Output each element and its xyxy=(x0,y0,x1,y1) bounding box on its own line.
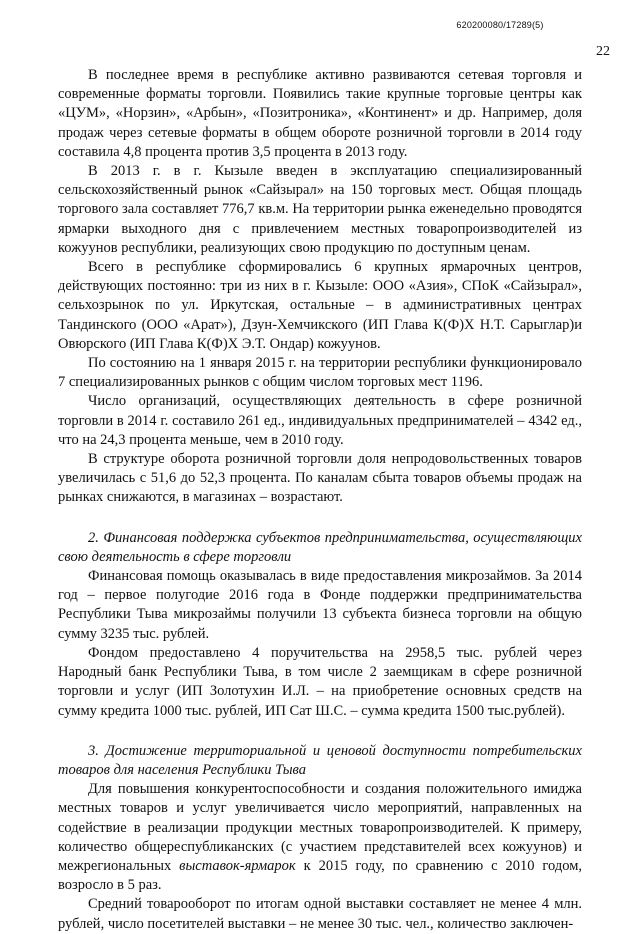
paragraph: В 2013 г. в г. Кызыле введен в эксплуатацию специализированный сельскохозяйственный рынок «Сайзырал» на 150 торговых мест. Общая площадь торгового зала составляет 776,7 кв.м. На территории рынка еженедельно проводятся ярмарки выходного дня с привлечением местных товаропроизводителей из кожуунов республики, реализующих свою продукцию по доступным ценам. xyxy=(58,163,582,256)
paragraph-italic-term: выставок-ярмарок xyxy=(179,857,296,874)
paragraph: В структуре оборота розничной торговли доля непродовольственных товаров увеличилась с 51,6 до 52,3 процента. По каналам сбыта товаров объемы продаж на рынках снижаются, в магазинах – возрастают. xyxy=(58,451,582,506)
paragraph: Число организаций, осуществляющих деятельность в сфере розничной торговли в 2014 г. составило 261 ед., индивидуальных предпринимателей – 4342 ед., что на 24,3 процента меньше, чем в 2010 году. xyxy=(58,393,582,448)
paragraph: В последнее время в республике активно развиваются сетевая торговля и современные форматы торговли. Появились такие крупные торговые центры как «ЦУМ», «Норзин», «Арбын», «Позитроника», «Континент» и др. Например, доля продаж через сетевые форматы в общем обороте розничной торговли в 2014 году составила 4,8 процента против 3,5 процента в 2013 году. xyxy=(58,67,582,160)
document-body xyxy=(58,66,582,934)
paragraph xyxy=(58,780,582,895)
paragraph: Фондом предоставлено 4 поручительства на 2958,5 тыс. рублей через Народный банк Республики Тыва, в том числе 2 заемщикам в сфере розничной торговли и услуг (ИП Золотухин И.Л. – на приобретение основных средств на сумму кредита 1000 тыс. рублей, ИП Сат Ш.С. – сумма кредита 1500 тыс.рублей). xyxy=(58,644,582,719)
section-heading: 2. Финансовая поддержка субъектов предпринимательства, осуществляющих свою деятельность в сфере торговли xyxy=(58,529,582,565)
paragraph-text: Для повышения конкурентоспособности и создания положительного имиджа местных товаров и услуг увеличивается число мероприятий, направленных на содействие в реализации продукции местных товаропроизводителей. К примеру, количество общереспубликанских (с участием представителей всех кожуунов) и межрегиональных xyxy=(58,781,582,874)
paragraph: Финансовая помощь оказывалась в виде предоставления микрозаймов. За 2014 год – первое полугодие 2016 года в Фонде поддержки предпринимательства Республики Тыва микрозаймы получили 13 субъекта бизнеса торговли на общую сумму 3235 тыс. рублей. xyxy=(58,568,582,642)
section-heading: 3. Достижение территориальной и ценовой доступности потребительских товаров для населения Республики Тыва xyxy=(58,742,582,778)
paragraph: Всего в республике сформировались 6 крупных ярмарочных центров, действующих постоянно: три из них в г. Кызыле: ООО «Азия», СПоК «Сайзырал», сельхозрынок по ул. Иркутская, остальные – в административных центрах Тандинского (ООО «Арат»), Дзун-Хемчикского (ИП Глава К(Ф)Х Н.Т. Сарыглар)и Овюрского (ИП Глава К(Ф)Х Э.Т. Ондар) кожуунов. xyxy=(58,259,582,352)
paragraph: Средний товарооборот по итогам одной выставки составляет не менее 4 млн. рублей, число посетителей выставки – не менее 30 тыс. чел., количество заключен- xyxy=(58,896,582,932)
page-number: 22 xyxy=(596,44,610,59)
document-id: 620200080/17289(5) xyxy=(456,20,544,30)
paragraph-text: к 2015 году, по сравнению с 2010 годом, возросло в 5 раз. xyxy=(58,857,583,894)
paragraph: По состоянию на 1 января 2015 г. на территории республики функционировало 7 специализированных рынков с общим числом торговых мест 1196. xyxy=(58,355,582,391)
